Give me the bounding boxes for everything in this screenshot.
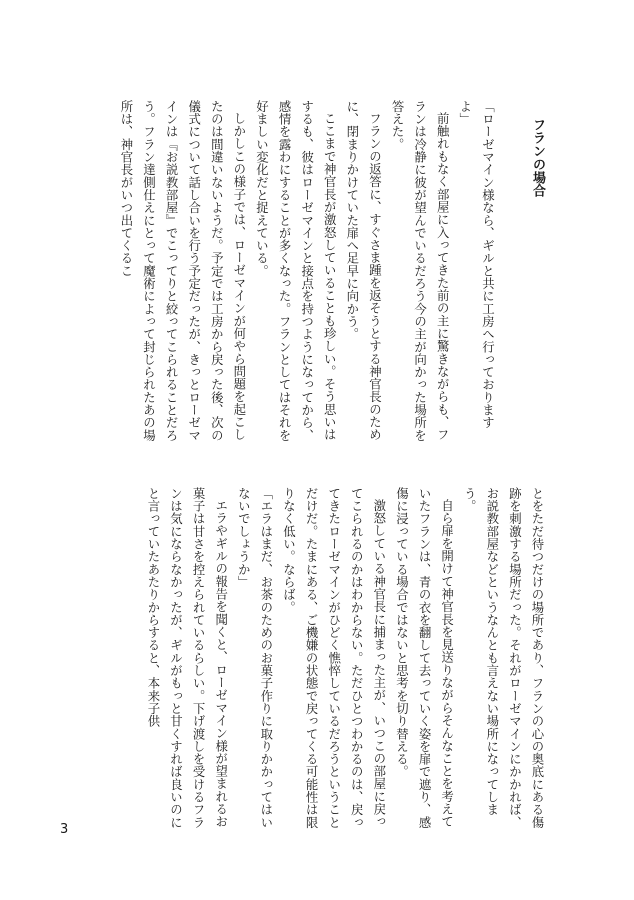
paragraph: 激怒している神官長に捕まった主が、いつこの部屋に戻ってこられるのかはわからない。ただひとつわかるのは、戻ってきたローゼマインがひどく憔悴しているだろうということだけだ。たまにある、ご機嫌の状態で戻ってくる可能性は限りなく低い。ならば。 [281,487,387,829]
section-title: フランの場合 [530,118,545,198]
paragraph: とをただ待つだけの場所であり、フランの心の奥底にある傷跡を刺激する場所だった。それがローゼマインにかかれば、お説教部屋などというなんとも言えない場所になってしまう。 [462,487,545,829]
paragraph: エラやギルの報告を聞くと、ローゼマイン様が望まれるお菓子は甘さを控えられているらしい。下げ渡しを受けるフランは気にならなかったが、ギルがもっと甘くすれば良いのにと言っていたあたりからすると、本来子供 [145,487,229,829]
paragraph: フランの返答に、すぐさま踵を返そうとする神官長のために、閉まりかけていた扉へ足早に向かう。 [344,100,383,442]
paragraph: 「ローゼマイン様なら、ギルと共に工房へ行っておりますよ」 [457,100,496,429]
page-number: 3 [60,822,69,837]
paragraph: 前触れもなく部屋に入ってきた前の主に驚きながらも、フランは冷静に彼が望んでいるだろう今の主が向かった場所を答えた。 [390,100,451,442]
paragraph: しかしこの様子では、ローゼマインが何やら問題を起こしたのは間違いないようだ。予定では工房から戻った後、次の儀式について話し合いを行う予定だったが、きっとローゼマインは『お説教部屋』でこってりと絞ってこられることだろう。フラン達側仕えにとって魔術によって封じられたあの場所は、神官長がいつ出てくるこ [118,100,247,442]
paragraph: 自ら扉を開けて神官長を見送りながらそんなことを考えていたフランは、青の衣を翻して去っていく姿を扉で遮り、感傷に浸っている場合ではないと思考を切り替える。 [394,487,455,829]
lower-text-block [78,487,548,832]
paragraph: 「エラはまだ、お茶のためのお菓子作りに取りかかってはいないでしょうか」 [236,487,274,829]
paragraph: ここまで神官長が激怒していることも珍しい。そう思いはするも、彼はローゼマインと接点を持つようになってから、感情を露わにすることが多くなった。フランとしてはそれを好ましい変化だと捉えている。 [254,100,338,442]
upper-text-block [78,100,548,445]
